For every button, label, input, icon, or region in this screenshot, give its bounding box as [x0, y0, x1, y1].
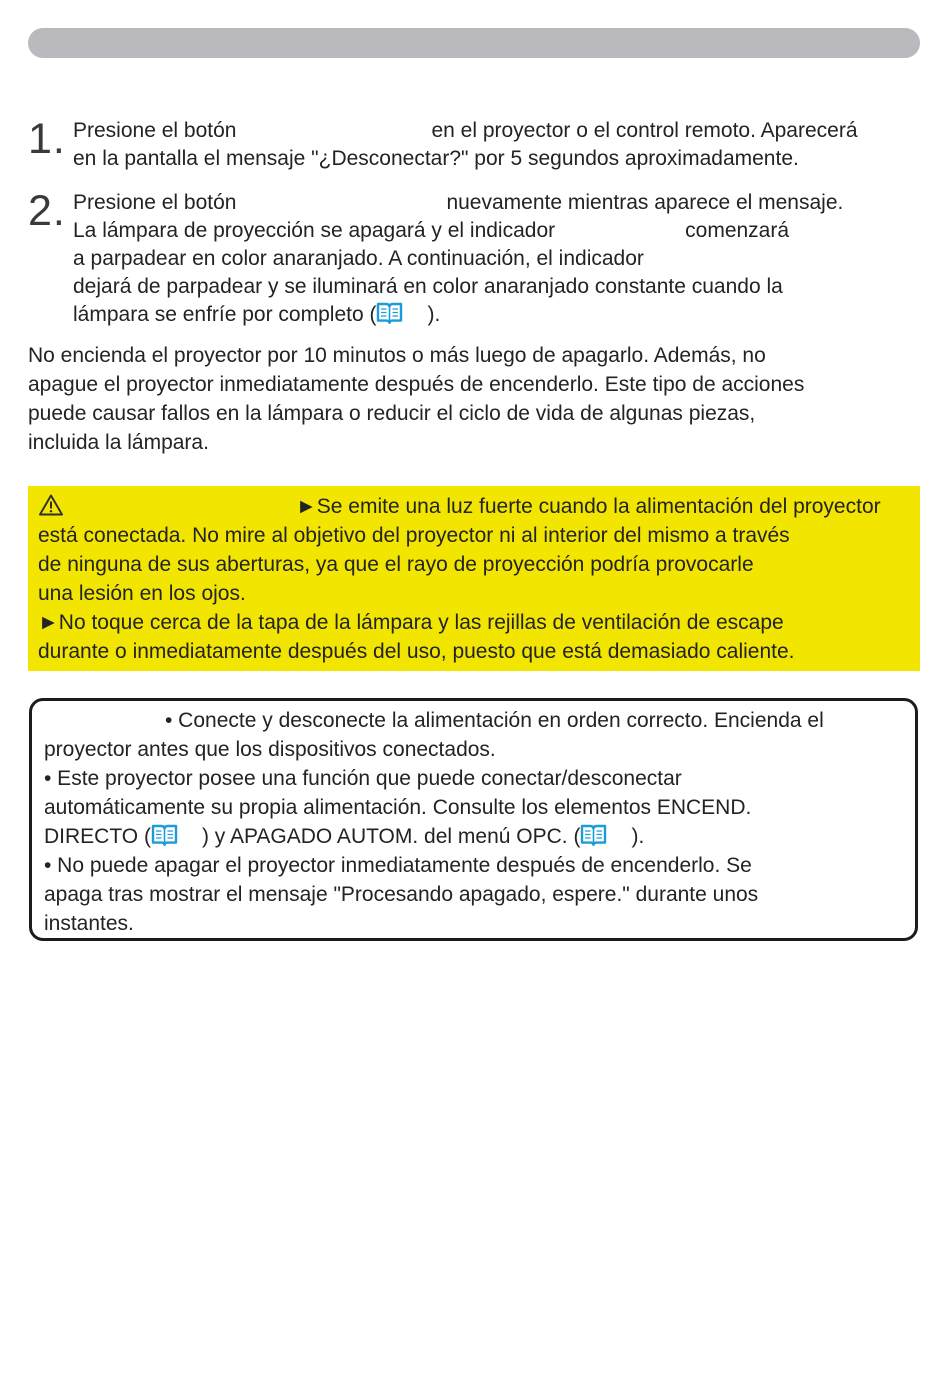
step-1: [28, 117, 922, 173]
text-run: Presione el botón: [73, 191, 237, 214]
text-line: [44, 851, 903, 880]
text-line: [44, 822, 903, 851]
text-run: dejará de parpadear y se iluminará en color anaranjado constante cuando la: [73, 275, 783, 298]
text-run: puede causar fallos en la lámpara o reducir el ciclo de vida de algunas piezas,: [28, 402, 756, 425]
text-run: incluida la lámpara.: [28, 431, 209, 454]
text-run: ►No toque cerca de la tapa de la lámpara y las rejillas de ventilación de escape: [38, 611, 784, 634]
text-run: • No puede apagar el proyector inmediatamente después de encenderlo. Se: [44, 854, 752, 877]
text-run: • Conecte y desconecte la alimentación en orden correcto. Encienda el: [165, 709, 824, 732]
text-run: automáticamente su propia alimentación. Consulte los elementos ENCEND.: [44, 796, 752, 819]
text-line: [73, 301, 922, 329]
text-line: [28, 341, 922, 370]
text-line: [38, 521, 910, 550]
text-run: • Este proyector posee una función que puede conectar/desconectar: [44, 767, 682, 790]
blank-placeholder: [403, 320, 427, 321]
text-run: apague el proyector inmediatamente después de encenderlo. Este tipo de acciones: [28, 373, 805, 396]
text-run: ) y APAGADO AUTOM. del menú OPC. (: [201, 825, 581, 848]
warning-icon: [38, 493, 64, 517]
book-icon: [580, 824, 607, 847]
text-run: proyector antes que los dispositivos conectados.: [44, 738, 496, 761]
note-box: [29, 698, 918, 941]
text-run: DIRECTO (: [44, 825, 151, 848]
text-line: [38, 550, 910, 579]
blank-placeholder: [236, 208, 446, 209]
text-run: La lámpara de proyección se apagará y el indicador: [73, 219, 556, 242]
book-icon: [376, 302, 403, 325]
step-2: [28, 189, 922, 329]
text-run: durante o inmediatamente después del uso, puesto que está demasiado caliente.: [38, 640, 795, 663]
text-line: [28, 399, 922, 428]
blank-placeholder: [236, 136, 431, 137]
step-1-text: [73, 117, 922, 173]
text-run: No encienda el proyector por 10 minutos o más luego de apagarlo. Además, no: [28, 344, 766, 367]
text-run: ).: [631, 825, 645, 848]
text-run: Presione el botón: [73, 119, 237, 142]
text-line: [38, 608, 910, 637]
blank-placeholder: [64, 512, 296, 513]
text-line: [44, 764, 903, 793]
text-line: [38, 492, 910, 521]
text-run: comenzará: [685, 219, 790, 242]
text-run: ).: [427, 303, 441, 326]
text-line: [38, 637, 910, 666]
step-2-number: 2.: [28, 187, 66, 235]
text-line: [73, 145, 922, 173]
text-run: a parpadear en color anaranjado. A continuación, el indicador: [73, 247, 644, 270]
text-run: en el proyector o el control remoto. Aparecerá: [431, 119, 858, 142]
text-line: [73, 117, 922, 145]
text-line: [38, 579, 910, 608]
text-line: [73, 189, 922, 217]
text-line: [44, 706, 903, 735]
caution-paragraph: [28, 341, 922, 457]
header-bar: [28, 28, 920, 58]
text-run: de ninguna de sus aberturas, ya que el rayo de proyección podría provocarle: [38, 553, 754, 576]
blank-placeholder: [44, 726, 165, 727]
text-line: [44, 793, 903, 822]
text-run: ►Se emite una luz fuerte cuando la alimentación del proyector: [296, 495, 881, 518]
text-line: [44, 909, 903, 938]
text-line: [44, 880, 903, 909]
blank-placeholder: [178, 842, 202, 843]
text-run: instantes.: [44, 912, 134, 935]
text-line: [44, 735, 903, 764]
step-2-text: [73, 189, 922, 329]
text-line: [73, 245, 922, 273]
blank-placeholder: [607, 842, 631, 843]
warning-box: [28, 486, 920, 671]
text-run: en la pantalla el mensaje "¿Desconectar?" por 5 segundos aproximadamente.: [73, 147, 799, 170]
text-line: [73, 273, 922, 301]
blank-placeholder: [555, 236, 685, 237]
text-run: lámpara se enfríe por completo (: [73, 303, 377, 326]
text-line: [28, 428, 922, 457]
text-line: [73, 217, 922, 245]
text-run: está conectada. No mire al objetivo del proyector ni al interior del mismo a través: [38, 524, 790, 547]
text-run: una lesión en los ojos.: [38, 582, 246, 605]
text-line: [28, 370, 922, 399]
text-run: nuevamente mientras aparece el mensaje.: [446, 191, 844, 214]
step-1-number: 1.: [28, 115, 66, 163]
text-run: apaga tras mostrar el mensaje "Procesando apagado, espere." durante unos: [44, 883, 759, 906]
book-icon: [151, 824, 178, 847]
